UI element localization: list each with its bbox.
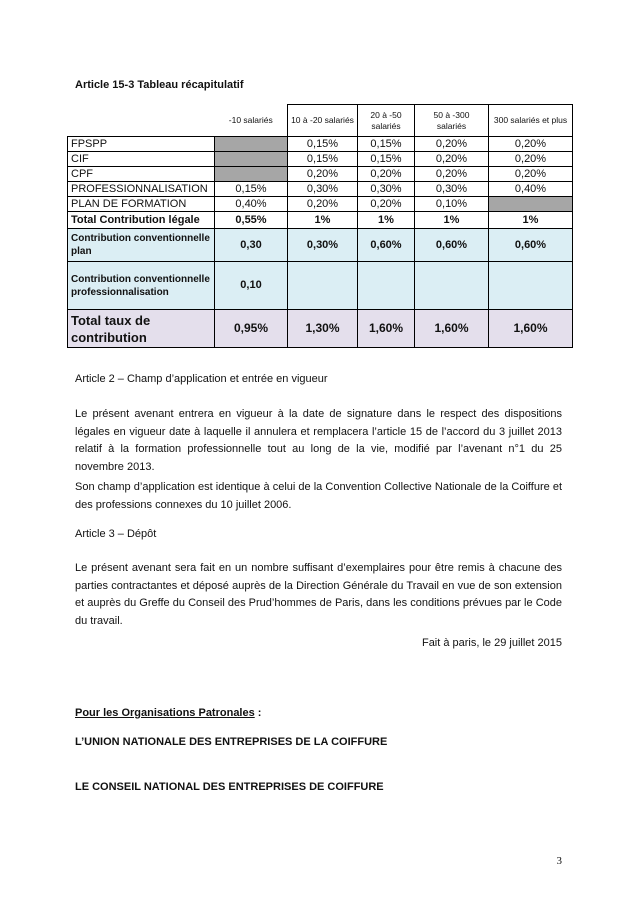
table-cell: 0,15% — [215, 182, 288, 197]
table-row — [68, 152, 573, 167]
article-2-title: Article 2 – Champ d’application et entrée en vigueur — [75, 373, 328, 385]
table-cell: 0,30 — [215, 229, 288, 262]
table-cell: 0,30% — [415, 182, 489, 197]
header-cell: 10 à -20 salariés — [288, 105, 358, 137]
table-body — [68, 137, 573, 212]
table-heading: Article 15-3 Tableau récapitulatif — [75, 79, 244, 91]
table-cell-shaded — [215, 137, 288, 152]
table-cell: 0,20% — [288, 197, 358, 212]
table-row — [68, 182, 573, 197]
table-cell: 0,15% — [288, 152, 358, 167]
table-cell: 1% — [489, 212, 573, 229]
table-row — [68, 167, 573, 182]
table-cell: 0,10% — [415, 197, 489, 212]
table-row-conv-pro — [68, 262, 573, 310]
patronal-heading — [75, 705, 562, 723]
article-2-paragraph-1: Le présent avenant entrera en vigueur à la date de signature dans le respect des dispositions légales en vigueur date à laquelle il annulera et remplacera l’article 15 de l’accord du 3 juillet 2013 relatif à la formation professionnelle tout au long de la vie, modifié par l’avenant n°1 du 25 novembre 2013. — [75, 408, 562, 473]
table-cell: 0,60% — [489, 229, 573, 262]
table-cell: 0,20% — [489, 137, 573, 152]
signature-line: Fait à paris, le 29 juillet 2015 — [421, 637, 562, 649]
row-label: Total Contribution légale — [68, 212, 215, 229]
article-3-paragraph-1: Le présent avenant sera fait en un nombre suffisant d’exemplaires pour être remis à chacune des parties contractantes et déposé auprès de la Direction Générale du Travail en vue de son extension et auprès du Greffe du Conseil des Prud’hommes de Paris, dans les conditions prévues par le Code du travail. — [75, 562, 562, 627]
row-label: Total taux de contribution — [68, 310, 215, 348]
table-cell: 0,20% — [415, 167, 489, 182]
table-cell: 0,20% — [358, 197, 415, 212]
header-cell: 20 à -50 salariés — [358, 105, 415, 137]
table-cell: 1,30% — [288, 310, 358, 348]
row-label: FPSPP — [68, 137, 215, 152]
table-cell-shaded — [215, 152, 288, 167]
row-label: PROFESSIONNALISATION — [68, 182, 215, 197]
table-cell — [358, 262, 415, 310]
organisation-1: L’UNION NATIONALE DES ENTREPRISES DE LA COIFFURE — [75, 736, 388, 748]
table-cell: 0,15% — [358, 137, 415, 152]
table-cell — [489, 262, 573, 310]
table-row — [68, 197, 573, 212]
table-cell: 1% — [288, 212, 358, 229]
row-label: Contribution conventionnelle plan — [68, 229, 215, 262]
article-3-title: Article 3 – Dépôt — [75, 528, 157, 540]
table-cell: 0,20% — [288, 167, 358, 182]
table-cell: 1% — [358, 212, 415, 229]
table-cell: 0,30% — [288, 182, 358, 197]
table-cell: 0,40% — [489, 182, 573, 197]
table-cell: 0,20% — [415, 152, 489, 167]
patronal-heading-text: Pour les Organisations Patronales — [75, 707, 255, 719]
table-cell: 0,20% — [358, 167, 415, 182]
table-cell-shaded — [215, 167, 288, 182]
table-cell: 0,15% — [288, 137, 358, 152]
table-cell: 0,10 — [215, 262, 288, 310]
header-cell: 50 à -300 salariés — [415, 105, 489, 137]
row-label: CPF — [68, 167, 215, 182]
header-cell: -10 salariés — [228, 114, 273, 125]
article-2-paragraph-2: Son champ d’application est identique à celui de la Convention Collective Nationale de la Coiffure et des professions connexes du 10 juillet 2006. — [75, 481, 562, 511]
patronal-heading-colon: : — [254, 707, 262, 719]
row-label: PLAN DE FORMATION — [68, 197, 215, 212]
table-row-conv-plan — [68, 229, 573, 262]
table-cell: 0,20% — [489, 152, 573, 167]
table-cell: 0,15% — [358, 152, 415, 167]
table-cell: 1,60% — [415, 310, 489, 348]
table-cell-shaded — [489, 197, 573, 212]
table-cell: 0,30% — [358, 182, 415, 197]
table-cell — [415, 262, 489, 310]
table-cell: 1,60% — [489, 310, 573, 348]
table-cell: 0,60% — [358, 229, 415, 262]
table-cell: 0,20% — [415, 137, 489, 152]
organisation-2: LE CONSEIL NATIONAL DES ENTREPRISES DE COIFFURE — [75, 781, 384, 793]
table-cell: 0,30% — [288, 229, 358, 262]
header-cell-empty — [68, 105, 215, 137]
table-cell: 1% — [415, 212, 489, 229]
row-label: CIF — [68, 152, 215, 167]
page-number: 3 — [556, 855, 562, 867]
header-cell: 300 salariés et plus — [489, 105, 573, 137]
table-cell: 0,20% — [489, 167, 573, 182]
table-row-total-taux — [68, 310, 573, 348]
row-label: Contribution conventionnelle professionnalisation — [68, 262, 215, 310]
table-cell: 0,55% — [215, 212, 288, 229]
table-header-row — [68, 105, 573, 137]
summary-table — [67, 104, 573, 348]
table-cell: 0,95% — [215, 310, 288, 348]
table-row — [68, 137, 573, 152]
table-cell: 1,60% — [358, 310, 415, 348]
table-cell: 0,40% — [215, 197, 288, 212]
table-cell — [288, 262, 358, 310]
table-row-total-legale — [68, 212, 573, 229]
table-cell: 0,60% — [415, 229, 489, 262]
